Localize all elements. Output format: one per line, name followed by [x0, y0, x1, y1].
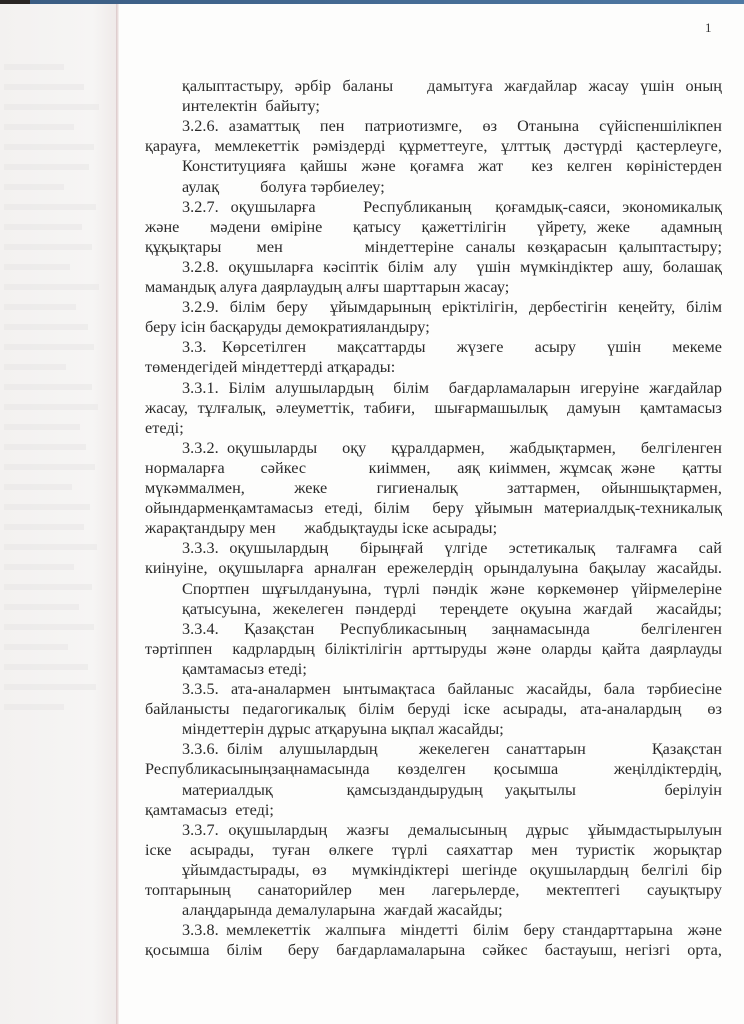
text-line: аулақ болуға тәрбиелеу; — [182, 177, 385, 196]
text-line: іске асырады, туған өлкеге түрлі саяхаттар мен туристік жорықтар — [145, 840, 722, 859]
text-line: 3.3.3. оқушылардың бірыңғай үлгіде эстетикалық талғамға сай — [182, 539, 722, 558]
text-line: 3.3.6. білім алушылардың жекелеген санаттарын Қазақстан — [182, 740, 722, 759]
text-line: 3.2.6. азаматтық пен патриотизмге, өз Отанына сүйіспеншілікпен — [182, 117, 722, 136]
text-line: жарақтандыру мен жабдықтауды іске асырады; — [145, 519, 498, 538]
text-line: 3.2.8. оқушыларға кәсіптік білім алу үшін мүмкіндіктер ашу, болашақ — [182, 257, 722, 276]
text-line: 3.2.9. білім беру ұйымдарының еріктілігін, дербестігін кеңейту, білім — [182, 298, 722, 317]
text-line: қалыптастыру, әрбір баланы дамытуға жағдайлар жасау үшін оның — [182, 77, 722, 95]
text-line: 3.3. Көрсетілген мақсаттарды жүзеге асыру үшін мекеме — [182, 338, 722, 357]
text-line: жасау, тұлғалық, әлеуметтік, табиғи, шығармашылық дамуын қамтамасыз — [145, 398, 722, 417]
text-line: қатысуына, жекелеген пәндерді тереңдете оқуына жағдай жасайды; — [182, 599, 722, 618]
text-line: қосымша білім беру бағдарламаларына сәйкес бастауыш, негізгі орта, — [145, 941, 722, 960]
text-line: Спортпен шұғылдануына, түрлі пәндік және көркемөнер үйірмелеріне — [182, 579, 722, 598]
text-line: 3.3.2. оқушыларды оқу құралдармен, жабдықтармен, белгіленген — [182, 438, 722, 457]
facing-page-margin — [0, 4, 116, 1024]
text-line: 3.3.8. мемлекеттік жалпыға міндетті білім беру стандарттарына және — [182, 921, 722, 940]
text-line: беру ісін басқаруды демократияландыру; — [145, 318, 430, 337]
text-line: тәртіппен кадрлардың біліктілігін арттыруды және оларды қайта даярлауды — [145, 639, 722, 658]
text-line: Конституцияға қайшы және қоғамға жат кез келген көріністерден — [182, 157, 722, 176]
text-line: алаңдарында демалуларына жағдай жасайды; — [182, 901, 503, 920]
text-line: 3.3.4. Қазақстан Республикасының заңнамасында белгіленген — [182, 619, 722, 638]
text-line: етеді; — [145, 418, 184, 437]
text-line: нормаларға сәйкес киіммен, аяқ киіммен, жұмсақ және қатты — [145, 458, 722, 477]
text-line: 3.3.7. оқушылардың жазғы демалысының дұрыс ұйымдастырылуын — [182, 820, 722, 839]
page-number: 1 — [705, 20, 712, 35]
text-line: байланысты педагогикалық білім беруді іске асырады, ата-аналардың өз — [145, 700, 722, 719]
text-line: мамандық алуға даярлаудың алғы шарттарын жасау; — [145, 278, 510, 296]
text-line: киінуіне, оқушыларға арналған ережелердің орындалуына бақылау жасайды. — [145, 559, 722, 578]
text-line: қарауға, мемлекеттік рәміздерді құрметтеуге, ұлттық дәстүрді қастерлеуге, — [145, 137, 722, 156]
text-line: 3.2.7. оқушыларға Республиканың қоғамдық-саяси, экономикалық — [182, 197, 722, 216]
text-line: қамтамасыз етеді; — [182, 659, 307, 678]
text-line: мүкәммалмен, жеке гигиеналық заттармен, ойыншықтармен, — [145, 479, 722, 497]
text-line: 3.3.5. ата-аналармен ынтымақтаса байланыс жасайды, бала тәрбиесіне — [182, 680, 722, 698]
text-line: төмендегідей міндеттерді атқарады: — [145, 358, 396, 377]
text-line: 3.3.1. Білім алушылардың білім бағдарламаларын игеруіне жағдайлар — [182, 378, 722, 397]
text-line: құқықтары мен міндеттеріне саналы көзқарасын қалыптастыру; — [145, 237, 722, 256]
text-line: Республикасыныңзаңнамасында көзделген қосымша жеңілдіктердің, — [145, 760, 722, 779]
bleed-through-text — [4, 64, 104, 724]
text-line: ұйымдастырады, өз мүмкіндіктері шегінде оқушылардың белгілі бір — [182, 860, 722, 879]
text-line: материалдық қамсыздандырудың уақытылы берілуін — [182, 780, 722, 799]
text-line: интелектін байыту; — [182, 97, 320, 116]
text-line: және мәдени өміріне қатысу қажеттілігін үйрету, жеке адамның — [145, 217, 722, 236]
text-line: ойындарменқамтамасыз етеді, білім беру ұйымын материалдық-техникалық — [145, 499, 722, 518]
text-line: топтарының санаторийлер мен лагерьлерде, мектептегі сауықтыру — [145, 881, 722, 899]
text-line: міндеттерін дұрыс атқаруына ықпал жасайды; — [182, 720, 504, 739]
text-line: қамтамасыз етеді; — [145, 800, 274, 819]
